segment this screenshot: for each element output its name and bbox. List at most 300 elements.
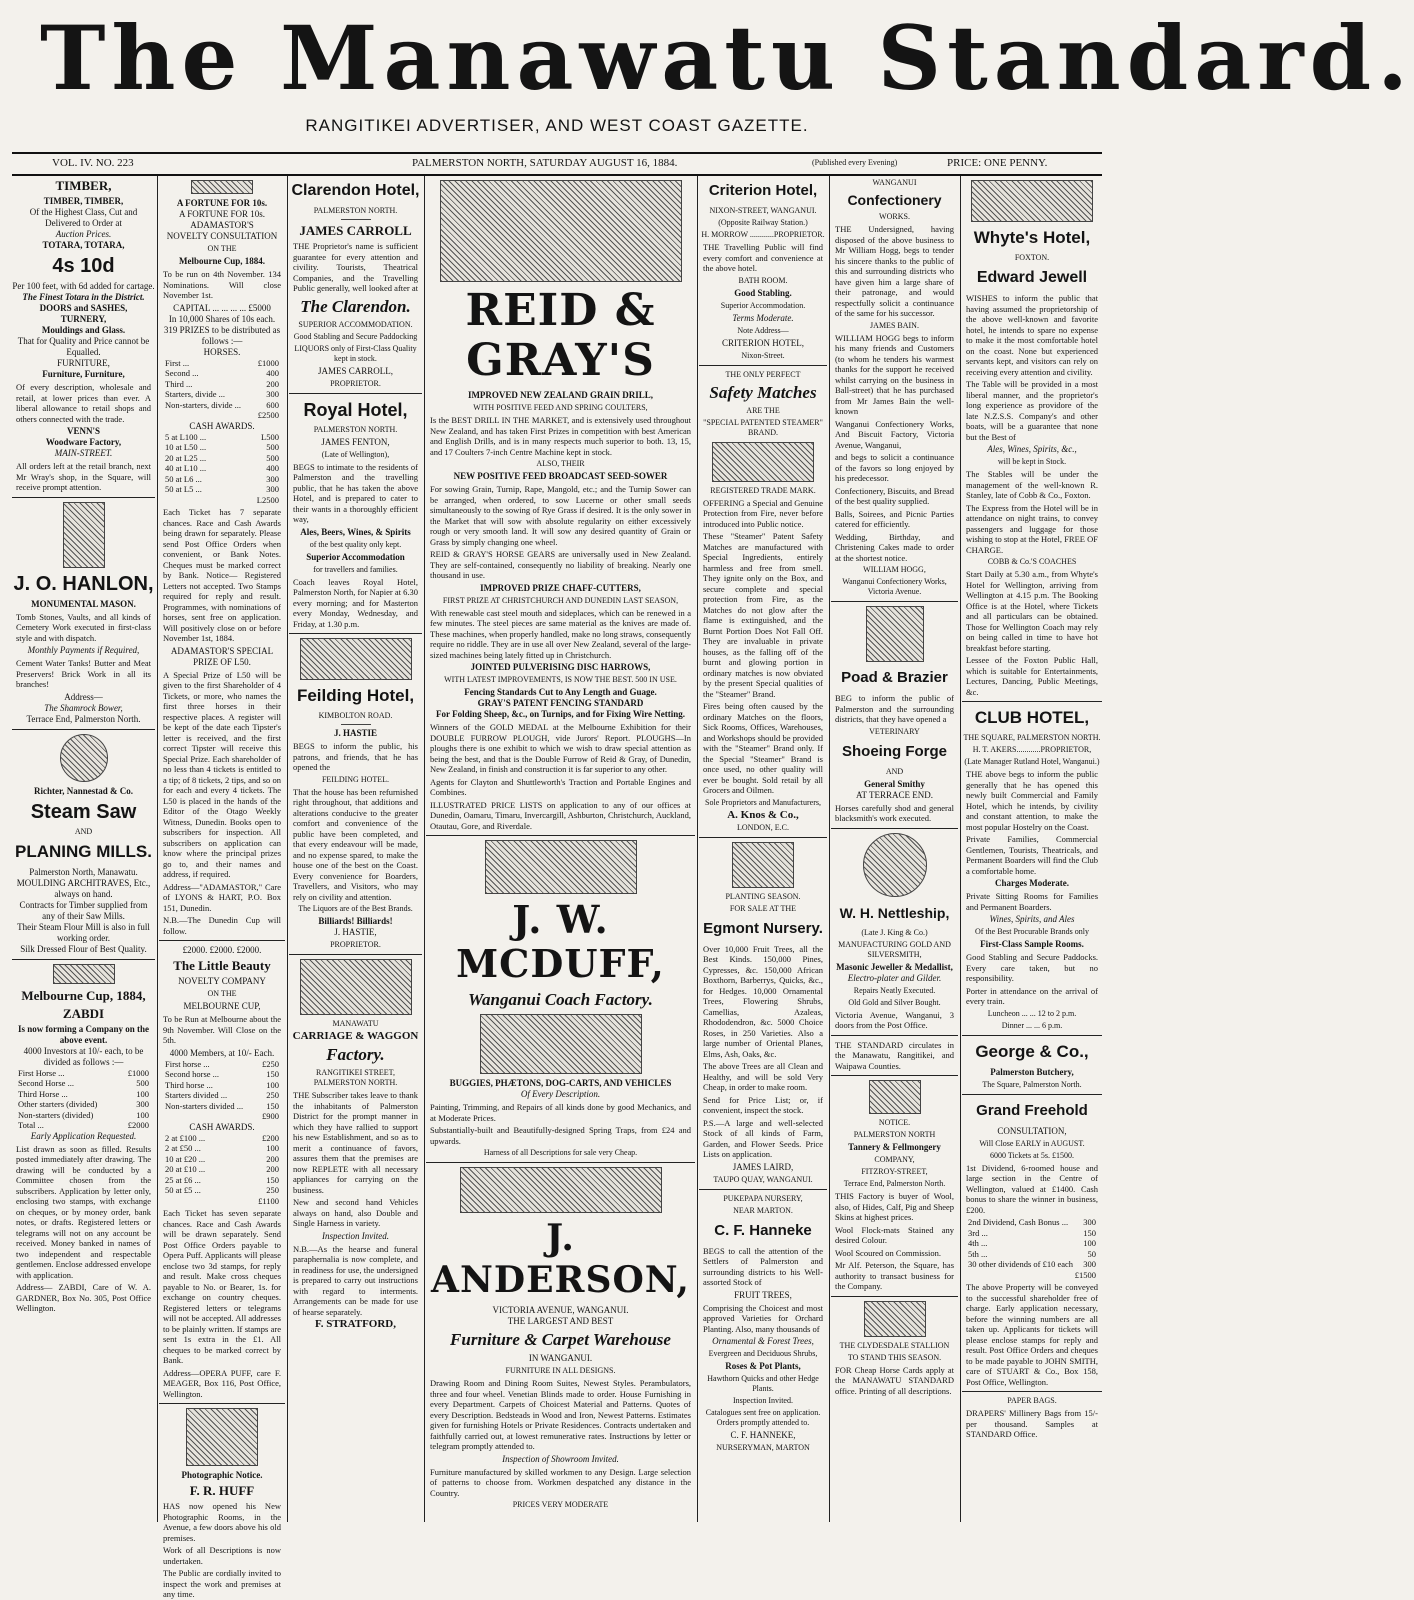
prize-row — [165, 1080, 279, 1091]
prize-row — [165, 1164, 279, 1175]
prize-row — [165, 358, 279, 369]
prize-label: First ... — [165, 357, 190, 368]
prize-row — [165, 1069, 279, 1080]
prize-value: 150 — [266, 1069, 279, 1079]
ad-subheadline: CONSULTATION, — [997, 1125, 1067, 1136]
pukepapa-ad — [699, 1194, 827, 1454]
prize-row — [165, 1111, 279, 1122]
ad-headline: Whyte's Hotel, — [973, 228, 1091, 247]
prize-label: Other starters (divided) — [18, 1099, 98, 1109]
prize-value: L500 — [261, 431, 279, 442]
ad-subheadline: For Folding Sheep, &c., on Turnips, and for Fixing Wire Netting. — [436, 709, 685, 719]
ad-text: Nixon-Street. — [741, 350, 785, 360]
prize-label: Third horse ... — [165, 1079, 213, 1090]
ad-subheadline: GRAY'S PATENT FENCING STANDARD — [477, 698, 644, 708]
column-4 — [426, 176, 695, 1522]
ad-divider — [289, 954, 422, 955]
ad-text: BEGS to inform the public, his patrons, and friends, that he has opened the — [293, 741, 418, 772]
prize-label: Third ... — [165, 378, 193, 389]
ad-text: Repairs Neatly Executed. — [853, 985, 936, 995]
ad-text: Terrace End, Palmerston North. — [843, 1179, 946, 1188]
ad-headline: J. W. MCDUFF, — [456, 897, 665, 986]
column-1 — [12, 176, 155, 1522]
ad-subheadline: TOTARA, TOTARA, — [42, 240, 125, 250]
ad-text: Silk Dressed Flour of Best Quality. — [20, 943, 147, 954]
ad-headline: Wanganui Coach Factory. — [468, 990, 653, 1009]
ad-subheadline: J. HASTIE — [333, 728, 377, 738]
ad-headline: Feilding Hotel, — [296, 686, 415, 705]
ad-text: 6000 Tickets at 5s. £1500. — [989, 1150, 1074, 1160]
ad-subheadline: £2000. £2000. £2000. — [182, 945, 262, 955]
ad-text: Victoria Avenue, Wanganui, 3 doors from the Post Office. — [835, 1009, 954, 1030]
dividend-value: 50 — [1087, 1248, 1096, 1259]
ad-text: The Stables will be under the management of the well-known R. Stanley, late of Cobb & Co., Foxton. — [966, 469, 1098, 500]
ad-text: DRAPERS' Millinery Bags from 15/- per thousand. Samples at STANDARD Office. — [966, 1408, 1098, 1439]
prize-value: £1000 — [127, 1067, 149, 1078]
ad-text: COBB & Co.'S COACHES — [987, 557, 1077, 566]
ad-divider — [962, 701, 1102, 702]
publication-note: (Published every Evening) — [812, 158, 898, 167]
ad-subheadline: JAMES CARROLL, — [317, 365, 393, 376]
ad-text: Electro-plater and Gilder. — [847, 972, 942, 983]
ad-text: Confectionery, Biscuits, and Bread of the best quality supplied. — [835, 485, 954, 506]
ad-text: ON THE — [207, 244, 237, 253]
ad-text: OFFERING a Special and Genuine Protection from Fire, never before introduced into Public notice. — [703, 497, 823, 529]
prize-label: Second horse ... — [165, 1069, 220, 1079]
ad-divider — [831, 1296, 958, 1297]
prize-row — [165, 1154, 279, 1165]
hearse-illustration — [300, 959, 412, 1015]
ad-text: In 10,000 Shares of 10s each. — [168, 313, 276, 324]
prize-row — [18, 1068, 149, 1079]
dividend-value: 300 — [1083, 1259, 1096, 1269]
ad-text: For sowing Grain, Turnip, Rape, Mangold, etc.; and the Turnip Sower can be arranged, when ordered, to sow Lucerne or other small seeds simultaneously to the sowing of Rye Grass if desired. It is the only sower in the Market that will sow with absolute regularity on either excessively rough or very smooth land. It will sow any desired quantity of Grain or Grass by simply changing one wheel. — [430, 484, 691, 547]
ad-text: Wedding, Birthday, and Christening Cakes made to order at the shortest notice. — [835, 531, 954, 563]
volume-number: VOL. IV. NO. 223 — [52, 157, 134, 169]
ad-divider — [962, 1035, 1102, 1036]
ad-headline: Edward Jewell — [976, 269, 1088, 286]
prize-row — [165, 432, 279, 443]
prize-label: 2 at £50 ... — [165, 1143, 201, 1153]
ad-text: Private Sitting Rooms for Families and Permanent Boarders. — [966, 891, 1098, 912]
prize-value: 500 — [266, 442, 279, 452]
ad-text: PROPRIETOR. — [330, 378, 381, 388]
dividend-row — [968, 1249, 1096, 1260]
ad-headline: Melbourne Cup, 1884, — [21, 987, 146, 1003]
ad-subheadline: IN WANGANUI. — [528, 1353, 593, 1363]
ad-subheadline: Billiards! Billiards! — [318, 916, 393, 926]
poad-brazier-ad — [831, 606, 958, 824]
prize-value: 300 — [266, 484, 279, 494]
ad-text: FURNITURE IN ALL DESIGNS. — [505, 1366, 616, 1375]
sawmill-ad — [12, 734, 155, 955]
ad-headline: W. H. Nettleship, — [839, 904, 950, 921]
ad-text: Inspection Invited. — [733, 1396, 793, 1405]
prize-value: L2500 — [256, 494, 279, 505]
ad-text: To be run on 4th November. 134 Nominations. Will close November 1st. — [163, 269, 281, 300]
dividend-label: 5th ... — [968, 1248, 988, 1259]
ad-subheadline: Fencing Standards Cut to Any Length and Guage. — [464, 687, 657, 697]
ad-text: (Late of Wellington), — [321, 449, 390, 459]
ad-subheadline: Palmerston Butchery, — [990, 1066, 1074, 1077]
ad-text: ARE THE — [746, 405, 780, 415]
ad-divider — [831, 828, 958, 829]
ad-subheadline: AT TERRACE END. — [856, 789, 933, 800]
ad-divider — [289, 393, 422, 394]
ad-headline: Criterion Hotel, — [708, 182, 818, 199]
ad-text: 319 PRIZES to be distributed as follows :— — [163, 324, 281, 346]
ad-text: PUKEPAPA NURSERY, — [723, 1193, 803, 1203]
ad-text: FOXTON. — [1014, 253, 1050, 262]
ad-text: for travellers and families. — [313, 564, 398, 574]
ad-divider — [831, 1075, 958, 1076]
stallion-ad — [831, 1301, 958, 1397]
prize-value: 200 — [266, 1153, 279, 1164]
ad-text: Wool Scoured on Commission. — [835, 1247, 942, 1258]
column-rule — [287, 176, 288, 1522]
ad-text: Terms Moderate. — [732, 312, 794, 323]
ad-subheadline: NEW POSITIVE FEED BROADCAST SEED-SOWER — [453, 471, 668, 481]
ad-subheadline: J. HASTIE, — [334, 927, 377, 937]
ad-text: Ornamental & Forest Trees, — [712, 1336, 814, 1346]
club-hotel-ad — [962, 706, 1102, 1031]
ad-subheadline: General Smithy — [864, 778, 925, 789]
prize-row — [18, 1089, 149, 1100]
ad-subheadline: HORSES. — [203, 346, 241, 357]
ad-text: 4000 Members, at 10/- Each. — [169, 1047, 275, 1058]
whytes-hotel-ad — [962, 180, 1102, 697]
ad-headline: The Little Beauty — [173, 958, 271, 973]
ad-subheadline: JAMES FENTON, — [321, 436, 390, 447]
ad-text: COMPANY, — [874, 1155, 915, 1164]
ad-subheadline: First-Class Sample Rooms. — [980, 939, 1084, 949]
ad-text: PALMERSTON NORTH. — [313, 206, 398, 215]
ad-text: Ales, Wines, Spirits, &c., — [987, 444, 1077, 454]
ad-text: Address—OPERA PUFF, care F. MEAGER, Box 116, Post Office, Wellington. — [163, 1367, 281, 1399]
ad-text: Mouldings and Glass. — [41, 325, 126, 335]
prize-value: £1100 — [258, 1195, 279, 1206]
ad-text: KIMBOLTON ROAD. — [318, 711, 393, 720]
ad-headline: Shoeing Forge — [842, 742, 947, 760]
ad-text: Wines, Spirits, and Ales — [989, 914, 1075, 924]
ad-text: Palmerston North, Manawatu. — [29, 866, 138, 877]
ad-text: REGISTERED TRADE MARK. — [710, 485, 816, 495]
prize-label: 20 at £10 ... — [165, 1164, 206, 1174]
ad-text: Inspection Invited. — [322, 1230, 389, 1241]
prize-label: 5 at L100 ... — [165, 431, 207, 442]
ad-text: (Late Manager Rutland Hotel, Wanganui.) — [964, 757, 1100, 766]
prize-label: 10 at £20 ... — [165, 1153, 206, 1164]
ad-text: Each Ticket has 7 separate chances. Race and Cash Awards being drawn for separately. Please send Post Office Orders when convenient, or Bank Notes. Cheques must be marked correct by Bank. Notice— Registered Letters not accepted. Two Stamps required for reply and result. Programmes, with nominations of horses, sent free on application. Will positively close on or before November 1st, 1884. — [163, 507, 281, 643]
coach-and-horses-illustration — [971, 180, 1093, 222]
ad-text: H. T. AKERS............PROPRIETOR, — [972, 745, 1092, 754]
ad-text: PLANTING SEASON. — [725, 891, 801, 901]
ad-subheadline: Superior Accommodation — [306, 551, 405, 562]
ad-text: WITH LATEST IMPROVEMENTS, IS NOW THE BEST. 500 IN USE. — [444, 675, 677, 684]
prize-row — [165, 442, 279, 453]
ad-divider — [426, 1162, 695, 1163]
ad-headline: Poad & Brazier — [841, 669, 948, 686]
ad-text: The above Trees are all Clean and Healthy, and will be sold Very Cheap, in order to make room. — [703, 1061, 823, 1092]
ad-subheadline: NOVELTY CONSULTATION — [166, 231, 278, 241]
prize-row — [165, 389, 279, 400]
prize-label: Non-starters divided ... — [165, 1100, 244, 1111]
dividend-row — [968, 1270, 1096, 1281]
ad-text: Sole Proprietors and Manufacturers, — [705, 797, 821, 807]
ad-text: Good Stabling and Secure Paddocks. Every care taken, but no responsibility. — [966, 952, 1098, 983]
prize-value: 600 — [266, 399, 279, 410]
ad-text: Luncheon ... ... 12 to 2 p.m. — [987, 1008, 1077, 1018]
ad-text: Terrace End, Palmerston North. — [26, 713, 141, 724]
prize-value: 300 — [266, 473, 279, 484]
prize-row — [165, 1175, 279, 1186]
ad-text: Tomb Stones, Vaults, and all kinds of Cemetery Work executed in first-class style and with dispatch. — [16, 611, 151, 643]
ad-subheadline: JAMES LAIRD, — [732, 1161, 794, 1172]
ad-divider — [831, 1035, 958, 1036]
ad-text: To be Run at Melbourne about the 9th November. Will Close on the 5th. — [163, 1014, 281, 1045]
prize-label: Second ... — [165, 368, 199, 378]
ad-text: THE Proprietor's name is sufficient guarantee for every attention and civility. Tourists, Theatrical Companies, and the Travelling Public generally, well looked after at — [293, 241, 419, 293]
prize-value: £900 — [262, 1111, 279, 1121]
ad-subheadline: CASH AWARDS. — [189, 420, 255, 431]
ad-text: Old Gold and Silver Bought. — [848, 997, 941, 1007]
prize-row — [165, 1059, 279, 1070]
ad-text: Wool Flock-mats Stained any desired Colour. — [835, 1224, 954, 1245]
ad-text: THE ONLY PERFECT — [725, 369, 801, 379]
prize-label: 10 at L50 ... — [165, 442, 207, 452]
prize-value: £200 — [262, 1132, 279, 1143]
ad-text: Send for Price List; or, if convenient, inspect the stock. — [703, 1094, 823, 1115]
ad-price: 4s 10d — [52, 255, 115, 277]
ad-text: FOR Cheap Horse Cards apply at the MANAWATU STANDARD office. Printing of all descriptions. — [835, 1364, 954, 1396]
ad-headline: CLUB HOTEL, — [974, 708, 1090, 727]
ad-subheadline: Roses & Pot Plants, — [725, 1361, 801, 1371]
furniture-illustration — [460, 1167, 662, 1213]
ad-text: PRICES VERY MODERATE — [512, 1500, 609, 1509]
prize-label: Starters divided ... — [165, 1090, 228, 1100]
ad-text: ALSO, THEIR — [536, 459, 585, 468]
ad-text: Painting, Trimming, and Repairs of all kinds done by good Mechanics, and at Moderate Prices. — [430, 1102, 691, 1123]
ad-text: REID & GRAY'S HORSE GEARS are universally used in New Zealand. They are self-contained, consequently no liability of breaking. Nearly one thousand in use. — [430, 549, 691, 580]
ad-subheadline: Masonic Jeweller & Medallist, — [836, 961, 953, 972]
prize-value: 150 — [266, 1100, 279, 1111]
prize-row — [165, 379, 279, 390]
sheep-illustration — [869, 1080, 921, 1114]
ad-text: Their Steam Flour Mill is also in full working order. — [17, 921, 150, 943]
prize-value: 250 — [266, 1185, 279, 1195]
racehorse-illustration — [53, 964, 115, 984]
ad-headline: Safety Matches — [709, 382, 817, 402]
ad-text: CAPITAL ... ... ... ... £5000 — [173, 302, 271, 313]
ad-text: THE SQUARE, PALMERSTON NORTH. — [963, 733, 1101, 742]
ad-subheadline: VICTORIA AVENUE, WANGANUI. — [492, 1305, 629, 1315]
prize-value: 200 — [266, 1164, 279, 1174]
photographic-ad — [159, 1408, 285, 1600]
ad-text: TO STAND THIS SEASON. — [847, 1352, 942, 1362]
prize-label: First Horse ... — [18, 1067, 65, 1078]
ad-text: 1st Dividend, 6-roomed house and large section in the Centre of Wellington, valued at £1400. Cash bonus to share the winner in business, £200. — [966, 1162, 1098, 1215]
ad-text: Of the Best Procurable Brands only — [975, 927, 1089, 936]
timber-ad — [12, 178, 155, 493]
ad-text: VETERINARY — [869, 726, 920, 736]
ad-text: LONDON, E.C. — [737, 822, 789, 832]
ad-text: Fires being often caused by the ordinary Matches on the floors, Sick Rooms, Offices, Warehouses, and Workshops should be provided with the "Steamer" Brand only. If the Special "Steamer" Brand is once used, no other quality will ever be bought. Sold retail by all Grocers and Oilmen. — [703, 701, 823, 795]
column-2 — [159, 176, 285, 1599]
ad-text: Comprising the Choicest and most approved Varieties for Orchard Planting. Also, many thousands of — [703, 1302, 823, 1334]
ad-text: AND — [885, 766, 904, 776]
ad-text: Per 100 feet, with 6d added for cartage. — [12, 281, 155, 291]
ad-text: FITZROY-STREET, — [861, 1167, 928, 1176]
prize-row — [18, 1110, 149, 1121]
prize-row — [165, 495, 279, 506]
ad-subheadline: FRUIT TREES, — [734, 1289, 792, 1300]
ad-text: Of every description, wholesale and retail, at lower prices than ever. A liberal allowance to retail shops and others connected with the trade. — [16, 382, 151, 424]
ad-subheadline: ADAMASTOR'S — [190, 220, 254, 230]
ad-text: Is the BEST DRILL IN THE MARKET, and is extensively used throughout New Zealand, and has taken First Prizes in competition with best American and English Drills, and is in many respects much superior to both. 13, 15, and 17 Coulters 7-inch Centre Machine kept in stock. — [430, 415, 691, 457]
ad-headline: ZABDI — [62, 1005, 105, 1021]
feilding-hotel-ad — [289, 638, 422, 950]
ad-divider — [426, 835, 695, 836]
prize-row — [18, 1078, 149, 1089]
ad-text: (Late J. King & Co.) — [861, 927, 928, 937]
ad-subheadline: TIMBER, TIMBER, — [43, 196, 124, 206]
anderson-ad — [426, 1167, 695, 1510]
ad-text: Mr Alf. Peterson, the Square, has authority to transact business for the Company. — [835, 1260, 954, 1291]
ad-text: Horses carefully shod and general blacksmith's work executed. — [835, 802, 954, 823]
ad-subheadline: IMPROVED NEW ZEALAND GRAIN DRILL, — [467, 390, 654, 400]
ad-text: Contracts for Timber supplied from any of their Saw Mills. — [19, 899, 148, 921]
monument-illustration — [63, 502, 105, 568]
ad-text: BEG to inform the public of Palmerston and the surrounding districts, that they have opened a — [835, 693, 954, 724]
buggy-illustration — [485, 840, 637, 894]
ad-text: AND — [74, 826, 93, 836]
dividend-label: 2nd Dividend, Cash Bonus ... — [968, 1217, 1069, 1227]
stallion-illustration — [864, 1301, 926, 1337]
ad-subheadline: BUGGIES, PHÆTONS, DOG-CARTS, AND VEHICLES — [449, 1078, 672, 1088]
ad-text: THE Subscriber takes leave to thank the inhabitants of Palmerston District for the prompt manner in which they have rallied to support his new Establishment, and so as to merit a continuance of favors, assures them that the premises are now REPLETE with all necessary appliances for carrying on the business. — [293, 1090, 418, 1195]
ad-text: WORKS. — [879, 212, 910, 221]
ad-text: MOULDING ARCHITRAVES, Etc., always on hand. — [16, 877, 151, 899]
billiard-table-illustration — [300, 638, 412, 680]
ad-subheadline: CASH AWARDS. — [189, 1121, 255, 1132]
ad-text: That for Quality and Price cannot be Equalled. — [17, 336, 150, 357]
prize-row — [165, 1185, 279, 1196]
ad-text: The Liquors are of the Best Brands. — [298, 904, 413, 913]
ad-text: The Public are cordially invited to inspect the work and premises at any time. — [163, 1568, 281, 1599]
ad-subheadline: C. F. HANNEKE, — [730, 1430, 796, 1440]
ad-text: and begs to solicit a continuance of the favors so long enjoyed by his predecessor. — [835, 452, 954, 483]
ad-text: TAUPO QUAY, WANGANUI. — [713, 1174, 813, 1184]
ad-text: Porter in attendance on the arrival of every train. — [966, 985, 1098, 1006]
ad-headline: F. R. HUFF — [189, 1483, 255, 1498]
ad-text: The Shamrock Bower, — [44, 702, 123, 713]
royal-hotel-ad — [289, 398, 422, 630]
ad-headline: Factory. — [326, 1045, 385, 1064]
ad-text: Harness of all Descriptions for sale very Cheap. — [483, 1148, 638, 1157]
prize-row — [165, 1143, 279, 1154]
ad-text: Will Close EARLY in AUGUST. — [979, 1138, 1085, 1148]
ad-text: NEAR MARTON. — [733, 1205, 793, 1215]
ad-headline: Grand Freehold — [976, 1101, 1088, 1119]
ad-headline: Steam Saw — [30, 800, 137, 823]
reid-gray-ad — [426, 180, 695, 831]
ad-headline: CARRIAGE & WAGGON — [292, 1030, 419, 1042]
confectionery-ad — [831, 178, 958, 597]
ad-text: THE Travelling Public will find every comfort and convenience at the above hotel. — [703, 242, 823, 273]
ad-text: PAPER BAGS. — [1007, 1396, 1057, 1405]
ad-text: N.B.—The Dunedin Cup will follow. — [163, 915, 281, 936]
ad-text: List drawn as soon as filled. Results posted immediately after drawing. The drawing will be conducted by a Committee chosen from the subscribers. Application by letter only, enclosing two stamps, with exchange on cheques, or by money order, bank notes, or drafts. Registered letters or telegrams will not on any account be received. Money banked in names of two independent and respectable gentlemen. Enclose addressed envelope with application. — [16, 1143, 152, 1280]
ad-text: Note Address— — [737, 325, 789, 335]
ad-headline: J. ANDERSON, — [431, 1217, 690, 1301]
prize-row — [165, 1090, 279, 1101]
short-rule — [341, 219, 371, 220]
ad-divider — [962, 1391, 1102, 1392]
ad-text: WILLIAM HOGG begs to inform his many friends and Customers (to whom he tenders his warmest thanks for the support he received whilst carrying on the business in Ball-street) that he has purchased from Mr James Bain the well-known — [835, 332, 954, 416]
prize-value: 300 — [266, 389, 279, 399]
dividend-label: 30 other dividends of £10 each — [968, 1259, 1074, 1269]
prize-value: 200 — [266, 378, 279, 389]
prize-row — [165, 484, 279, 495]
hanlon-ad — [12, 502, 155, 725]
ad-divider — [289, 633, 422, 634]
ad-text: WISHES to inform the public that having assumed the proprietorship of the above well-known and favorite hotel, he intends to spare no expense to make it the most comfortable hotel on the coast. None but experienced servants kept, and visitors can rely on receiving every attention and civility. — [966, 293, 1098, 377]
ad-text: (Opposite Railway Station.) — [718, 218, 808, 227]
column-rule — [424, 176, 425, 1522]
prize-label: 40 at L10 ... — [165, 463, 207, 473]
mcduff-ad — [426, 840, 695, 1158]
column-5 — [699, 176, 827, 1522]
ad-text: 4000 Investors at 10/- each, to be divided as follows :— — [23, 1045, 144, 1067]
ad-divider — [962, 1094, 1102, 1095]
ad-text: Address— — [64, 691, 103, 702]
ad-headline: JAMES CARROLL — [299, 223, 412, 238]
ad-text: Lessee of the Foxton Public Hall, which is suitable for Entertainments, Lectures, Dancing, Public Meetings, &c. — [966, 655, 1098, 697]
steamer-trademark-illustration — [712, 442, 814, 482]
ad-text: "SPECIAL PATENTED STEAMER" BRAND. — [703, 417, 823, 437]
ad-text: RANGITIKEI STREET, PALMERSTON NORTH. — [313, 1068, 398, 1087]
racehorse-illustration — [191, 180, 253, 194]
ad-text: BEGS to call the attention of the Settlers of Palmerston and surrounding districts to his Well-assorted Stock of — [703, 1245, 823, 1287]
ad-text: FOR SALE AT THE — [729, 903, 797, 913]
ad-text: BEGS to intimate to the residents of Palmerston and the travelling public, that he has taken the above Hotel, and is prepared to cater to their wants in a thoroughly efficient way, — [293, 461, 418, 524]
dividend-value: 100 — [1083, 1238, 1096, 1248]
dividend-row — [968, 1217, 1096, 1228]
ad-headline: Egmont Nursery. — [703, 919, 823, 937]
ad-divider — [699, 837, 827, 838]
ad-text: Of Every Description. — [520, 1089, 601, 1099]
nettleship-ad — [831, 833, 958, 1031]
prize-value: 300 — [136, 1099, 149, 1109]
ad-subheadline: FURNITURE, — [57, 358, 110, 368]
ad-text: Address—"ADAMASTOR," Care of LYONS & HART, P.O. Box 151, Dunedin. — [163, 881, 281, 913]
prize-value: 500 — [266, 452, 279, 463]
column-7 — [962, 176, 1102, 1522]
ad-text: P.S.—A large and well-selected Stock of all kinds of Farm, Garden, and Flower Seeds. Price Lists on application. — [703, 1117, 823, 1159]
ad-subheadline: A. Knos & Co., — [727, 808, 799, 821]
ad-text: The Express from the Hotel will be in attendance on night trains, to convey passengers and luggage for those wishing to stop at the Hotel, FREE OF CHARGE. — [966, 502, 1098, 555]
ad-text: Agents for Clayton and Shuttleworth's Traction and Portable Engines and Combines. — [430, 776, 691, 797]
ad-text: WITH POSITIVE FEED AND SPRING COULTERS, — [473, 403, 648, 412]
ad-subheadline: TURNERY, — [60, 314, 107, 324]
ad-headline: Photographic Notice. — [181, 1470, 263, 1480]
grand-freehold-ad — [962, 1099, 1102, 1388]
camera-illustration — [186, 1408, 258, 1466]
ad-text: THIS Factory is buyer of Wool, also, of Hides, Calf, Pig and Sheep Skins at highest prices. — [835, 1191, 954, 1222]
masthead — [0, 0, 1414, 150]
ad-text: The above Property will be conveyed to the successful shareholder free of charge. Early application necessary, before the winning numbers are all taken up. Applicants for tickets will please enclose stamps for reply and result. Post Office Orders and cheques to be made payable to JOHN SMITH, care of STUART & Co., Box 158, Post Office, Wellington. — [966, 1282, 1098, 1387]
ad-text: Wanganui Confectionery Works, And Biscuit Factory, Victoria Avenue, Wanganui, — [835, 418, 954, 450]
